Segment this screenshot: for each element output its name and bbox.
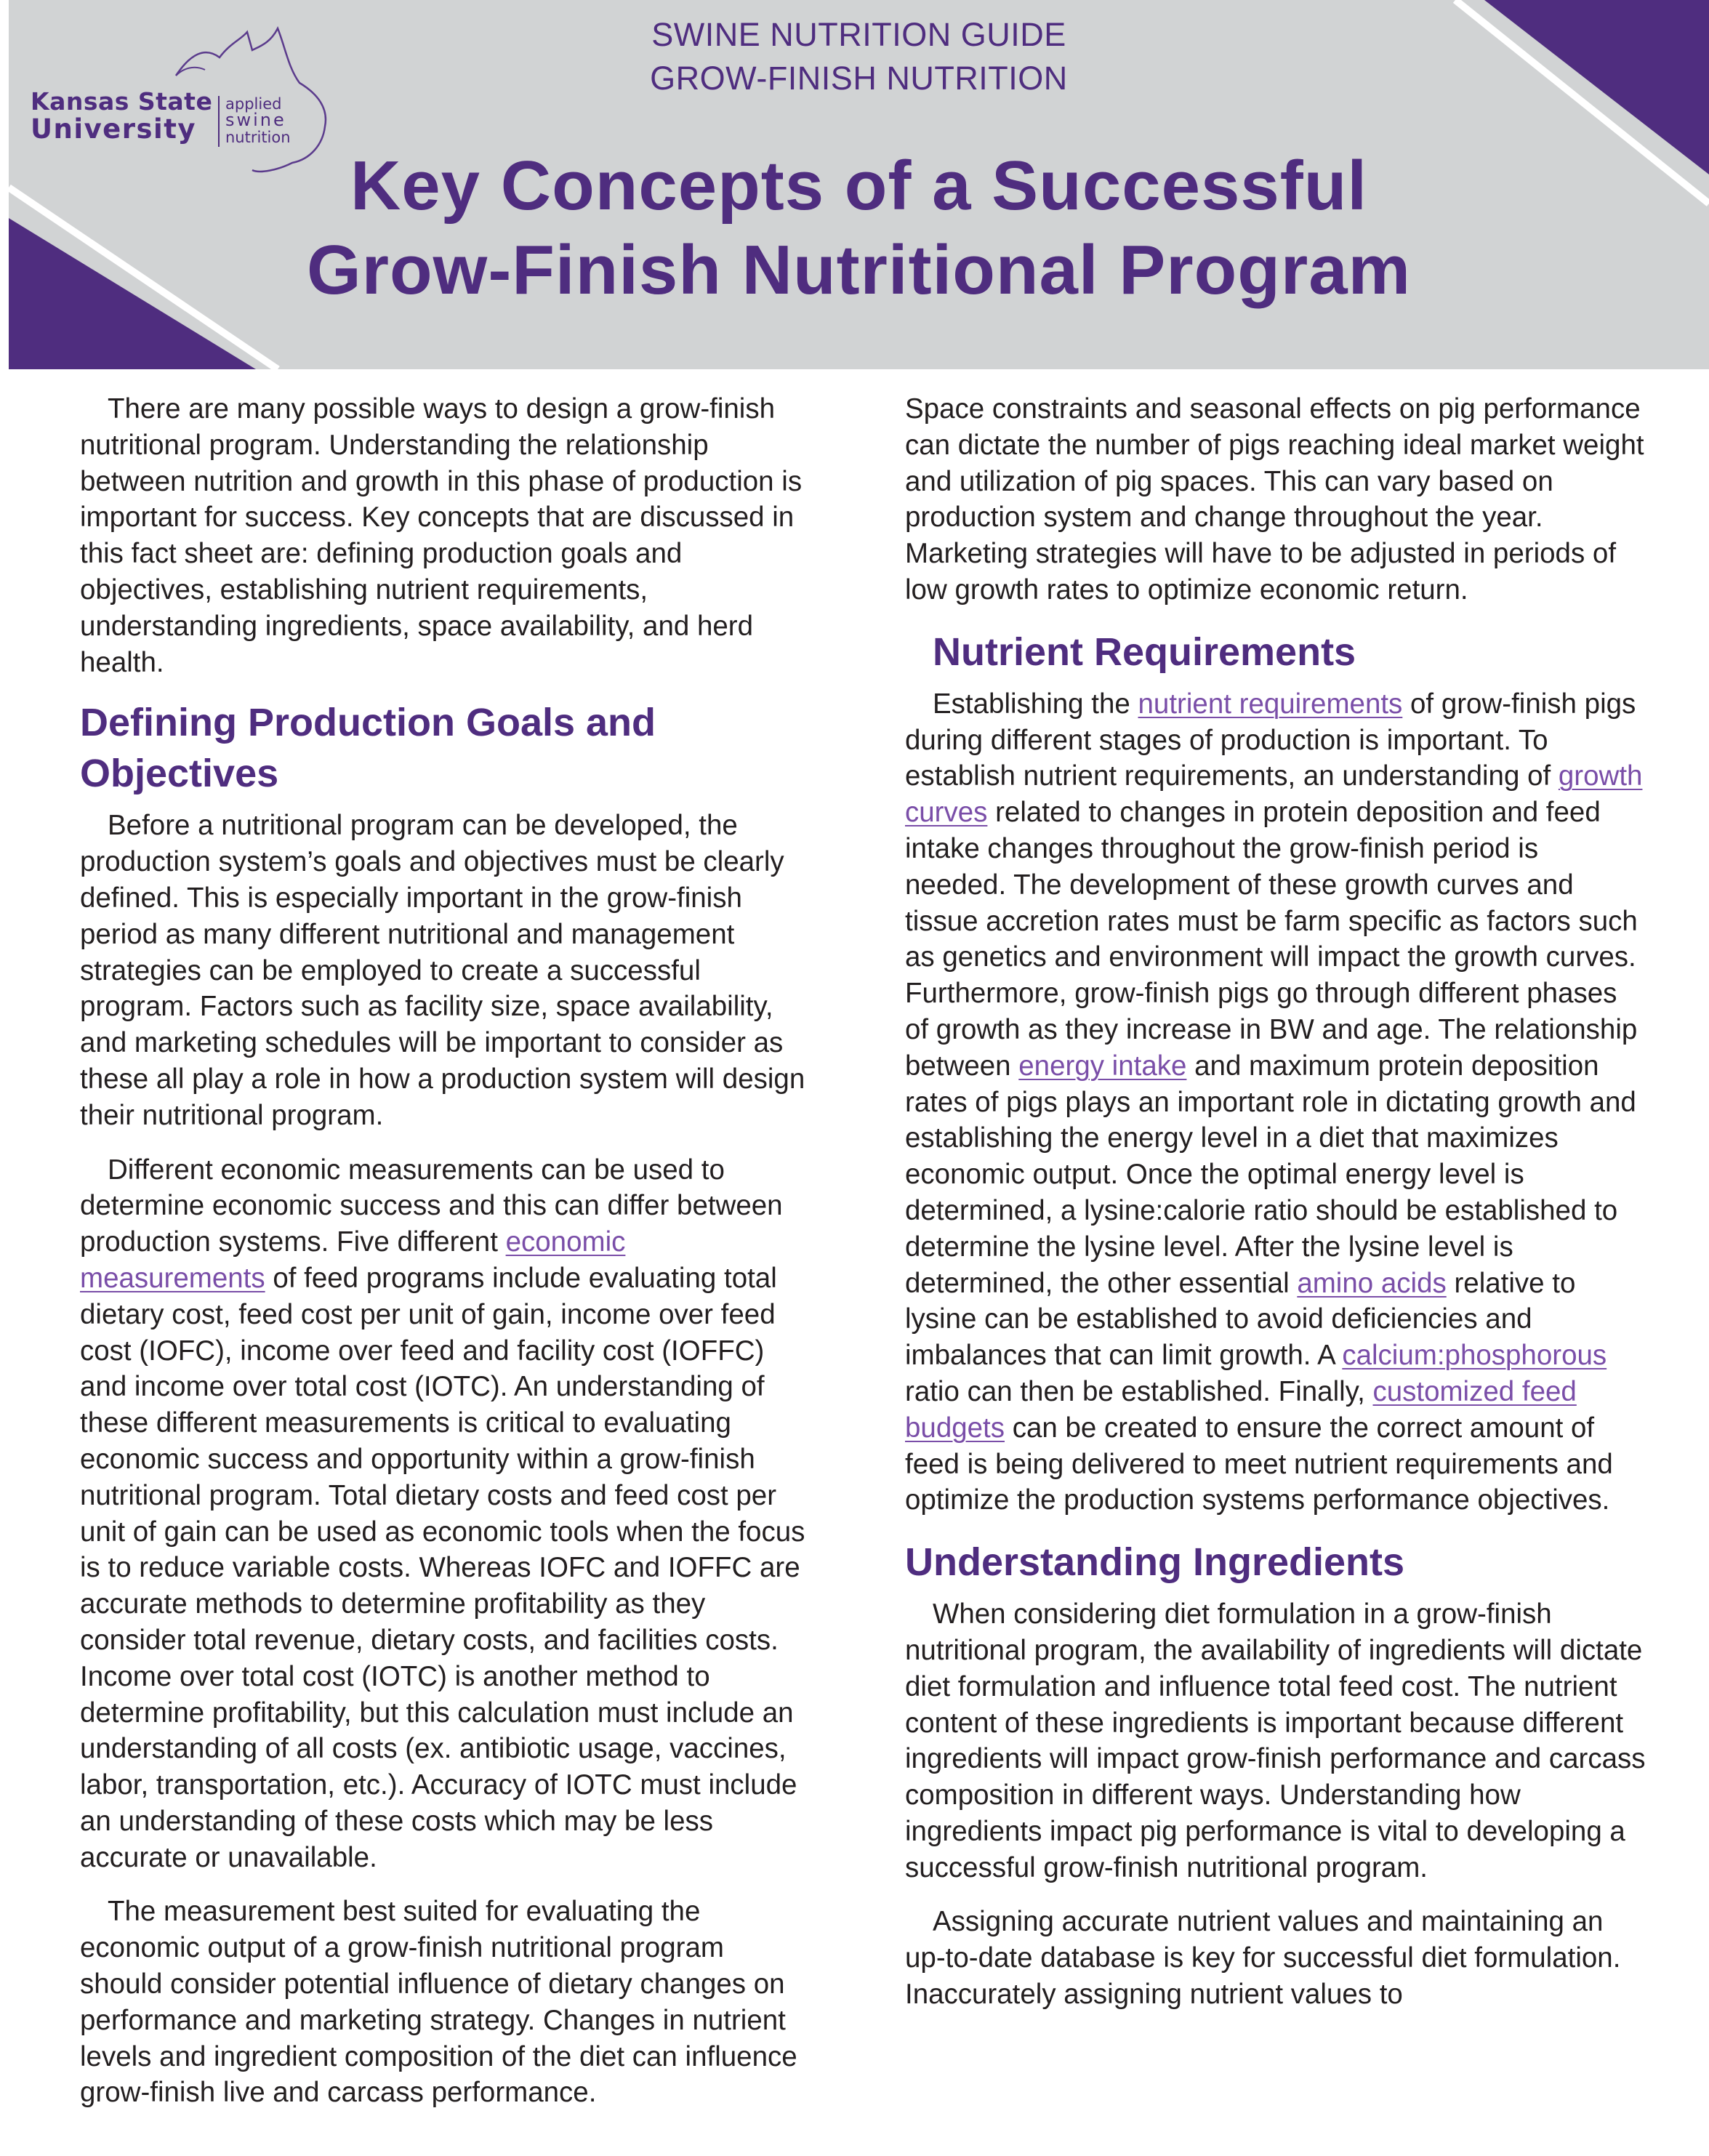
goals-p2-text-a: Different economic measurements can be used to determine economic success and this can differ between production systems. Five different bbox=[80, 1154, 783, 1258]
goals-p2-text-b: of feed programs include evaluating total dietary cost, feed cost per unit of gain, income over feed cost (IOFC), income over feed and facility cost (IOFFC) and income over total cost (IOTC). An understanding of these different measurements is critical to evaluating economic success and opportunity within a grow-finish nutritional program. Total dietary costs and feed cost per unit of gain can be used as economic tools when the focus is to reduce variable costs. Whereas IOFC and IOFFC are accurate methods to determine profitability as they consider total revenue, dietary costs, and facilities costs. Income over total cost (IOTC) is another method to determine profitability, but this calculation must include an understanding of all costs (ex. antibiotic usage, vaccines, labor, transportation, etc.). Accuracy of IOTC must include an understanding of these costs which may be less accurate or unavailable. bbox=[80, 1262, 805, 1873]
program-name-line2: swine bbox=[225, 110, 286, 130]
document-title-line1: Key Concepts of a Successful bbox=[350, 147, 1368, 225]
nutrient-paragraph bbox=[905, 686, 1646, 1519]
logo-divider bbox=[218, 96, 220, 147]
right-column bbox=[905, 391, 1646, 2031]
program-name-line3: nutrition bbox=[225, 129, 291, 146]
ingredients-paragraph-2: Assigning accurate nutrient values and maintaining an up-to-date database is key for successful diet formulation. Inaccurately assigning nutrient values to bbox=[905, 1906, 1621, 2011]
customized-feed-budgets-link[interactable]: customized feed budgets bbox=[905, 1375, 1577, 1444]
nut-text-d: and maximum protein deposition rates of pigs plays an important role in dictating growth and establishing the energy level in a diet that maximizes economic output. Once the optimal energy level is determined, a lysine:calorie ratio should be established to determine the lysine level. After the lysine level is determined, the other essential bbox=[905, 1050, 1636, 1299]
university-name-line1: Kansas State bbox=[31, 87, 213, 116]
intro-paragraph: There are many possible ways to design a grow-finish nutritional program. Understanding the relationship between nutrition and growth in this phase of production is important for success. Key concepts that are discussed in this fact sheet are: defining production goals and objectives, establishing nutrient requirements, understanding ingredients, space availability, and herd health. bbox=[80, 393, 803, 678]
heading-production-goals-line2: Objectives bbox=[80, 752, 279, 796]
program-name-line1: applied bbox=[225, 95, 282, 113]
nutrient-requirements-link[interactable]: nutrient requirements bbox=[1138, 688, 1403, 720]
left-column bbox=[80, 391, 814, 2129]
header-band bbox=[9, 0, 1709, 369]
goals-paragraph-2 bbox=[80, 1152, 814, 1876]
energy-intake-link[interactable]: energy intake bbox=[1018, 1050, 1187, 1082]
series-title-line1: SWINE NUTRITION GUIDE bbox=[651, 16, 1066, 53]
heading-production-goals bbox=[80, 697, 814, 799]
goals-paragraph-3: The measurement best suited for evaluating the economic output of a grow-finish nutritional program should consider potential influence of dietary changes on performance and marketing strategy. Changes in nutrient levels and ingredient composition of the diet can influence grow-finish live and carcass performance. bbox=[80, 1896, 797, 2109]
university-name-line2: University bbox=[31, 113, 197, 145]
nut-text-b: of grow-finish pigs during different stages of production is important. To establish nutrient requirements, an understanding of bbox=[905, 688, 1636, 792]
nut-text-e: relative to lysine can be established to avoid deficiencies and imbalances that can limit growth. A bbox=[905, 1267, 1576, 1372]
series-title-line2: GROW-FINISH NUTRITION bbox=[650, 60, 1068, 97]
heading-production-goals-line1: Defining Production Goals and bbox=[80, 701, 656, 745]
nut-text-g: can be created to ensure the correct amount of feed is being delivered to meet nutrient requirements and optimize the production systems performance objectives. bbox=[905, 1412, 1613, 1516]
economic-measurements-link[interactable]: economic measurements bbox=[80, 1226, 626, 1294]
ingredients-paragraph-1: When considering diet formulation in a grow-finish nutritional program, the availability of ingredients will dictate diet formulation and influence total feed cost. The nutrient content of these ingredients is important because different ingredients will impact grow-finish performance and carcass composition in different ways. Understanding how ingredients impact pig performance is vital to developing a successful grow-finish nutritional program. bbox=[905, 1598, 1646, 1883]
nut-text-a: Establishing the bbox=[933, 688, 1138, 720]
nut-text-f: ratio can then be established. Finally, bbox=[905, 1375, 1373, 1407]
heading-nutrient-requirements: Nutrient Requirements bbox=[933, 629, 1356, 674]
continuation-paragraph: Space constraints and seasonal effects on pig performance can dictate the number of pigs reaching ideal market weight and utilization of pig spaces. This can vary based on production system and change throughout the year. Marketing strategies will have to be adjusted in periods of low growth rates to optimize economic return. bbox=[905, 393, 1644, 606]
nut-text-c: related to changes in protein deposition and feed intake changes throughout the grow-finish period is needed. The development of these growth curves and tissue accretion rates must be farm specific as factors such as genetics and environment will impact the growth curves. Furthermore, grow-finish pigs go through different phases of growth as they increase in BW and age. The relationship between bbox=[905, 797, 1638, 1082]
amino-acids-link[interactable]: amino acids bbox=[1297, 1267, 1447, 1299]
growth-curves-link[interactable]: growth curves bbox=[905, 760, 1643, 829]
goals-paragraph-1: Before a nutritional program can be developed, the production system’s goals and objectives must be clearly defined. This is especially important in the grow-finish period as many different nutritional and management strategies can be employed to create a successful program. Factors such as facility size, space availability, and marketing schedules will be important to consider as these all play a role in how a production system will design their nutritional program. bbox=[80, 810, 805, 1131]
document-title-line2: Grow-Finish Nutritional Program bbox=[306, 231, 1412, 309]
heading-understanding-ingredients: Understanding Ingredients bbox=[905, 1540, 1405, 1585]
calcium-phosphorous-link[interactable]: calcium:phosphorous bbox=[1342, 1340, 1607, 1372]
